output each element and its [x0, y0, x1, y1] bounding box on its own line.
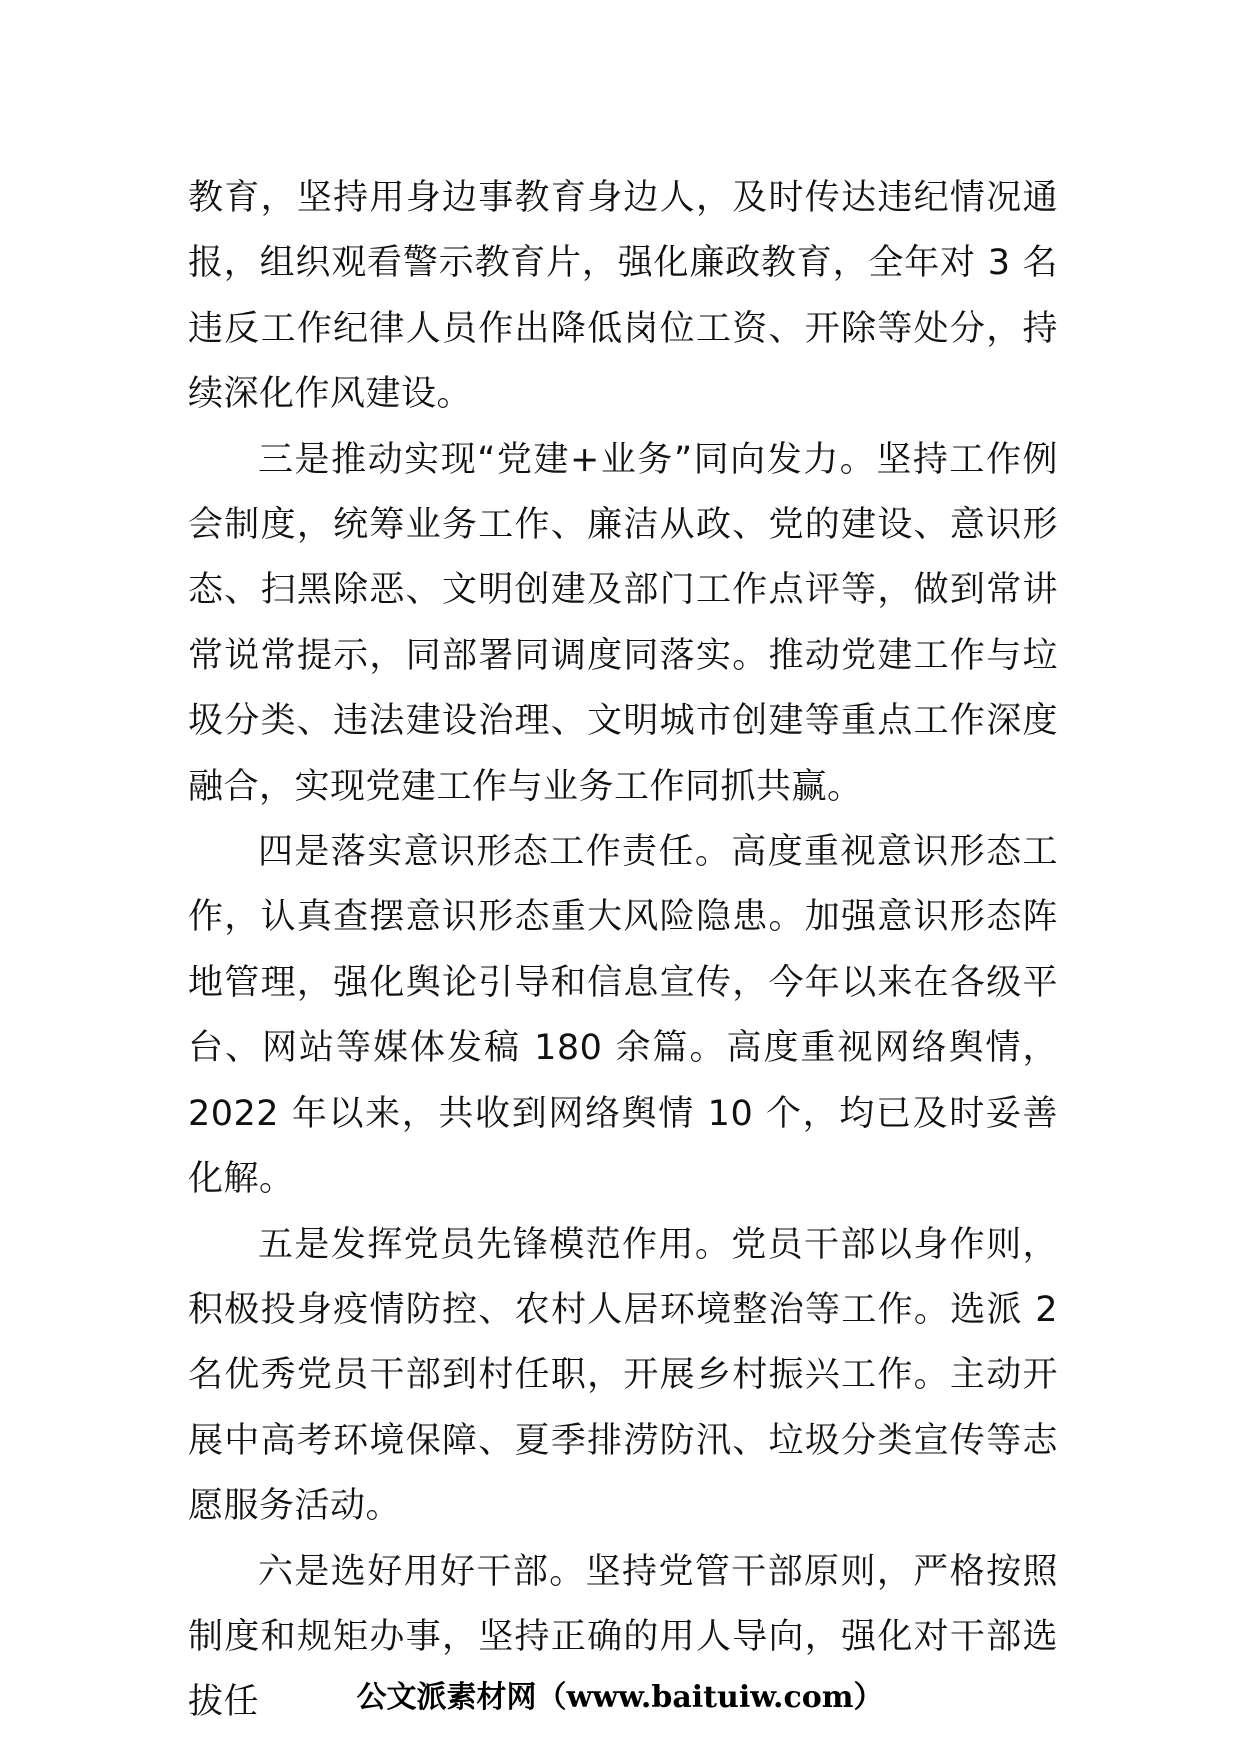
paragraph-continued: 教育，坚持用身边事教育身边人，及时传达违纪情况通报，组织观看警示教育片，强化廉政教育，全年对 3 名违反工作纪律人员作出降低岗位工资、开除等处分，持续深化作风建设。: [188, 178, 1058, 415]
paragraph-ideology-responsibility: 四是落实意识形态工作责任。高度重视意识形态工作，认真查摆意识形态重大风险隐患。加强意识形态阵地管理，强化舆论引导和信息宣传，今年以来在各级平台、网站等媒体发稿 180 余篇。高度重视网络舆情，2022 年以来，共收到网络舆情 10 个，均已及时妥善化解。: [188, 832, 1058, 1200]
paragraph-party-member-role: 五是发挥党员先锋模范作用。党员干部以身作则，积极投身疫情防控、农村人居环境整治等工作。选派 2 名优秀党员干部到村任职，开展乡村振兴工作。主动开展中高考环境保障、夏季排涝防汛、垃圾分类宣传等志愿服务活动。: [188, 1224, 1058, 1527]
document-body: [188, 166, 1058, 1736]
paragraph-cadre-selection: 六是选好用好干部。坚持党管干部原则，严格按照制度和规矩办事，坚持正确的用人导向，强化对干部选拔任: [188, 1551, 1058, 1723]
paragraph-party-building-business: 三是推动实现“党建+业务”同向发力。坚持工作例会制度，统筹业务工作、廉洁从政、党的建设、意识形态、扫黑除恶、文明创建及部门工作点评等，做到常讲常说常提示，同部署同调度同落实。推动党建工作与垃圾分类、违法建设治理、文明城市创建等重点工作深度融合，实现党建工作与业务工作同抓共赢。: [188, 439, 1058, 807]
footer-watermark: 公文派素材网（www.baituiw.com）: [356, 1680, 884, 1715]
